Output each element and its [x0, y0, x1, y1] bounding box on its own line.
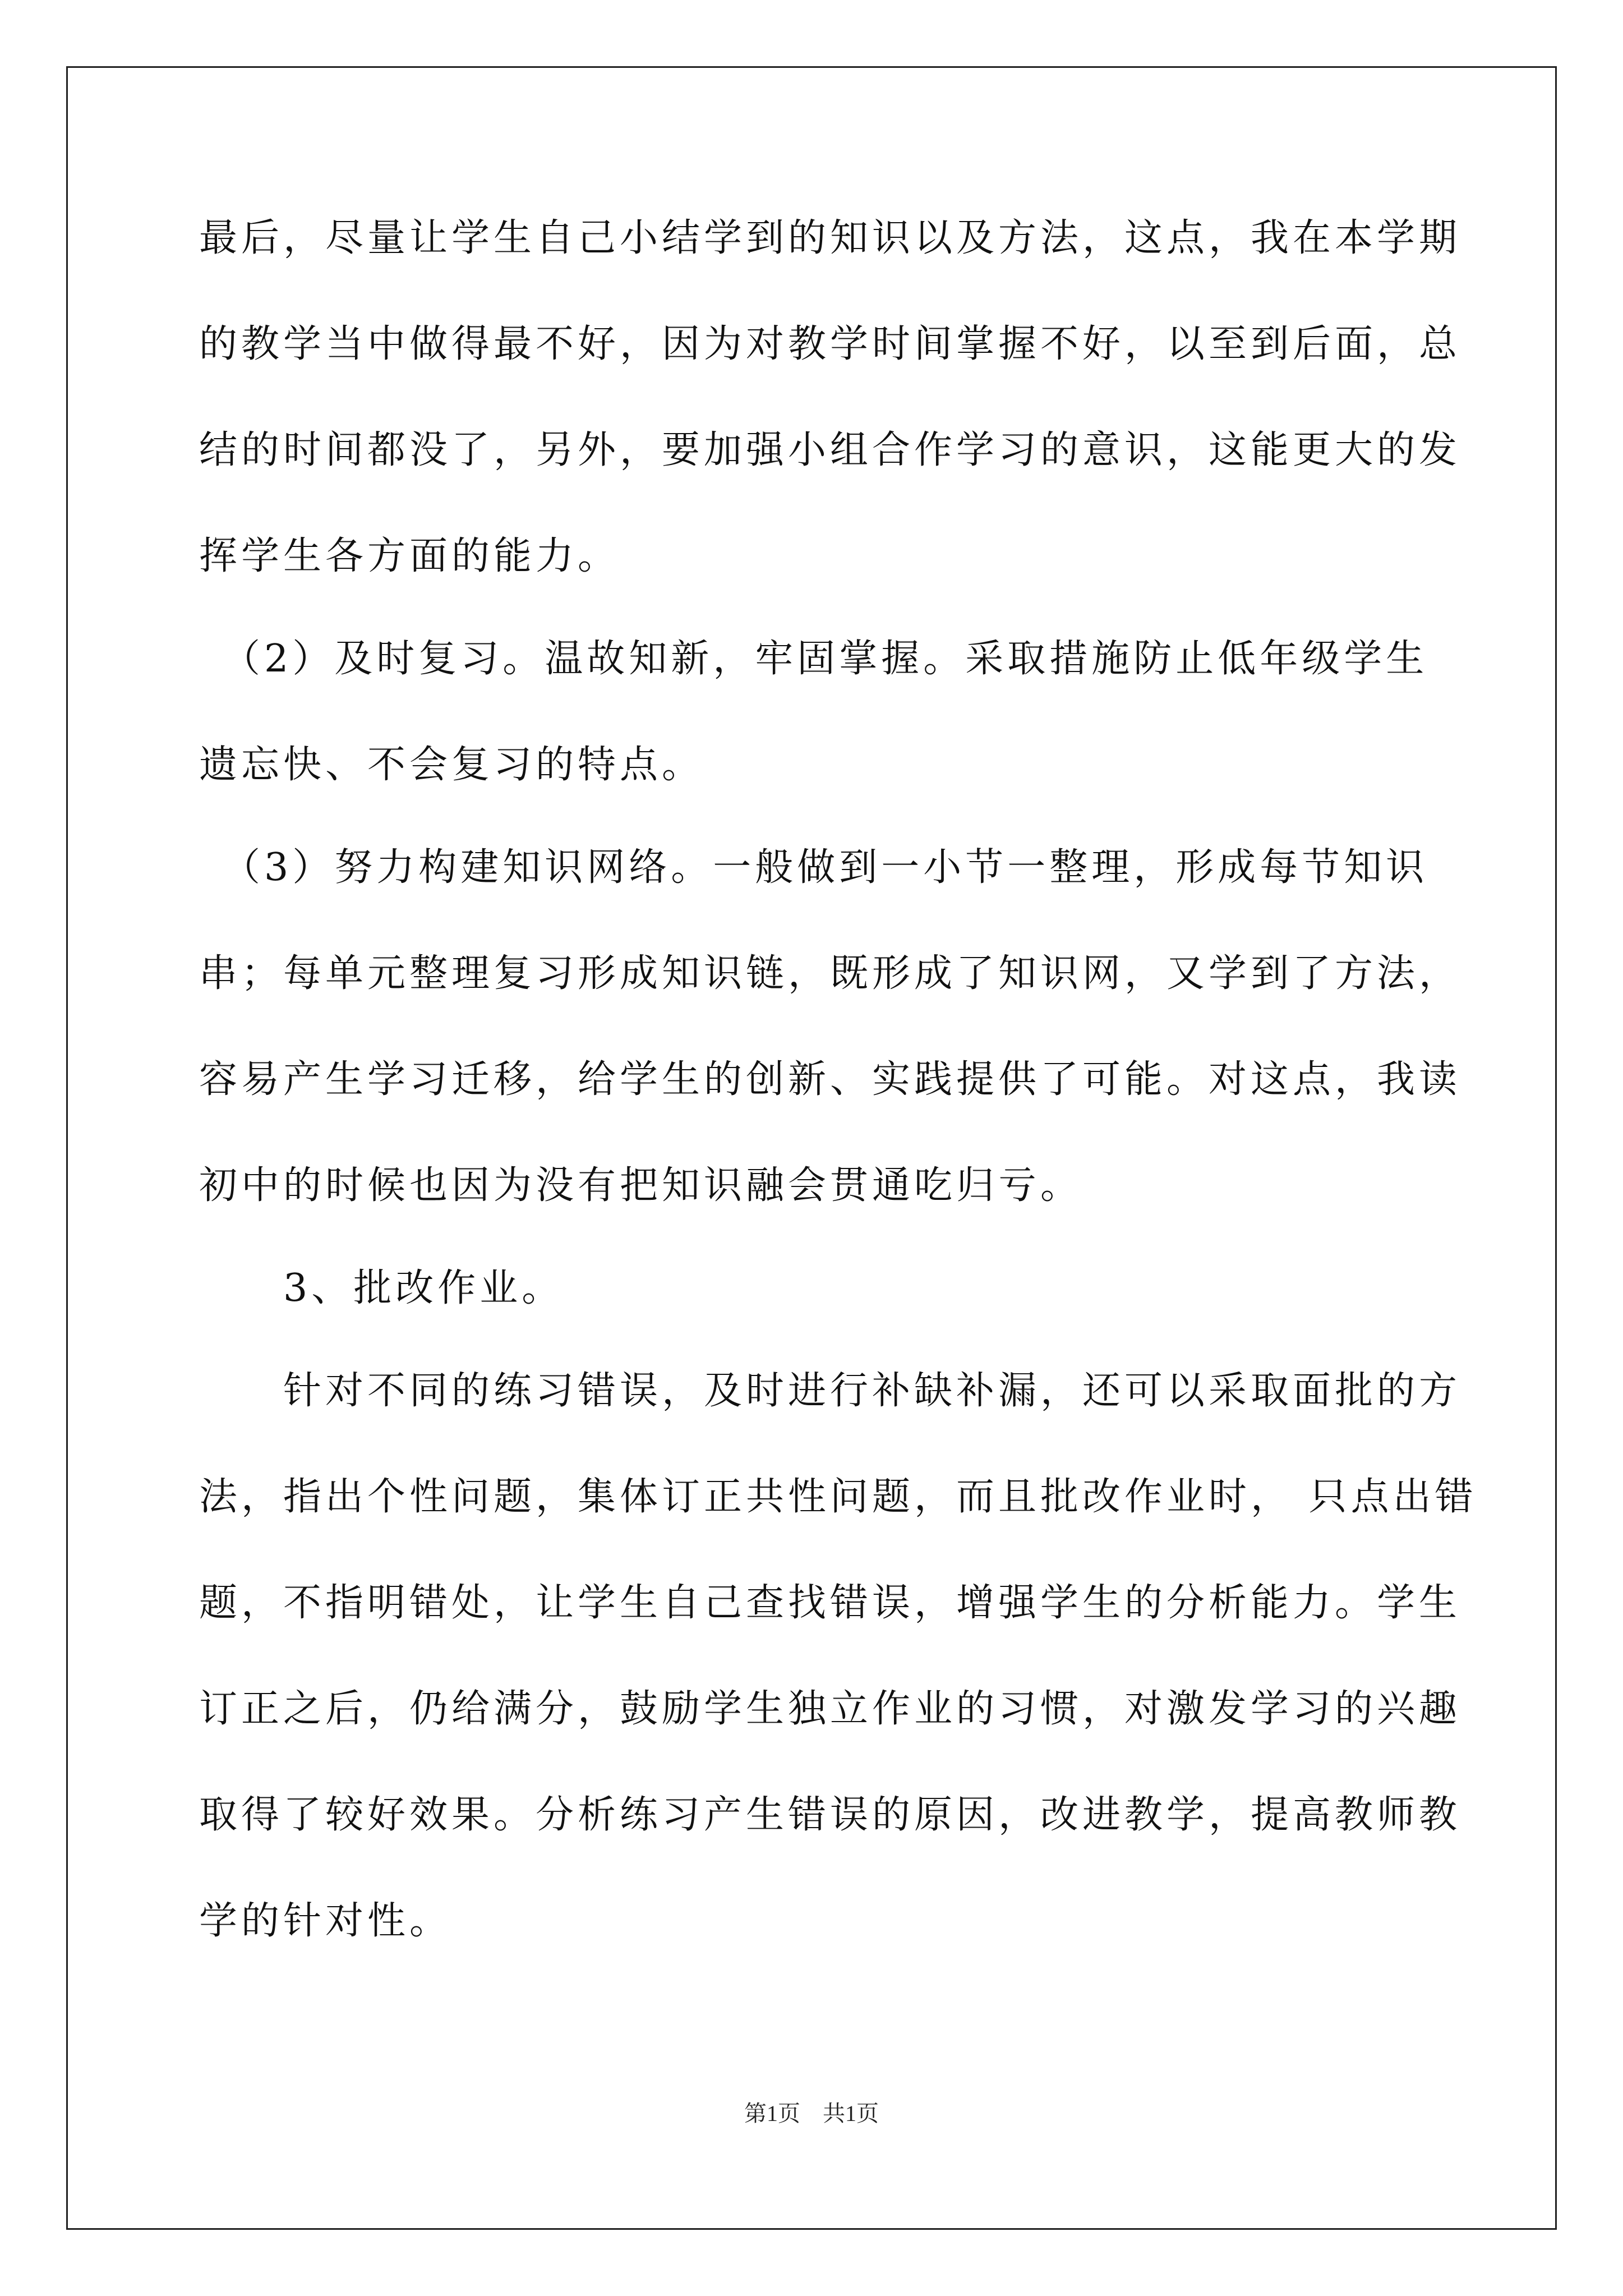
- text-line: （2）及时复习。温故知新，牢固掌握。采取措施防止低年级学生: [199, 637, 1428, 681]
- section-heading: 3、批改作业。: [199, 1266, 564, 1310]
- paragraph-4: [199, 1263, 1436, 1313]
- text-line: 最后，尽量让学生自己小结学到的知识以及方法，这点，我在本学期: [199, 216, 1461, 260]
- paragraph-2: [199, 634, 1436, 790]
- text-line: 学的针对性。: [199, 1899, 452, 1943]
- text-line: 法，指出个性问题，集体订正共性问题，而且批改作业时， 只点出错: [199, 1475, 1477, 1519]
- text-line: 题，不指明错处，让学生自己查找错误，增强学生的分析能力。学生: [199, 1581, 1461, 1625]
- text-line: 取得了较好效果。分析练习产生错误的原因，改进教学，提高教师教: [199, 1793, 1461, 1837]
- text-line: 挥学生各方面的能力。: [199, 534, 620, 578]
- paragraph-5: [199, 1366, 1477, 1946]
- paragraph-3: [199, 843, 1461, 1211]
- text-line: 串；每单元整理复习形成知识链，既形成了知识网，又学到了方法，: [199, 951, 1461, 996]
- text-line: 容易产生学习迁移，给学生的创新、实践提供了可能。对这点，我读: [199, 1057, 1461, 1102]
- page-number-footer: 第1页 共1页: [744, 2101, 879, 2126]
- text-line: 订正之后，仍给满分，鼓励学生独立作业的习惯，对激发学习的兴趣: [199, 1687, 1461, 1731]
- text-line: 初中的时候也因为没有把知识融会贯通吃归亏。: [199, 1163, 1083, 1208]
- document-body: [199, 213, 1477, 1946]
- text-line: 的教学当中做得最不好，因为对教学时间掌握不好，以至到后面，总: [199, 322, 1461, 366]
- text-line: 遗忘快、不会复习的特点。: [199, 743, 704, 787]
- text-line: 针对不同的练习错误，及时进行补缺补漏，还可以采取面批的方: [199, 1369, 1461, 1413]
- text-line: 结的时间都没了，另外，要加强小组合作学习的意识，这能更大的发: [199, 428, 1461, 472]
- paragraph-1: [199, 213, 1461, 581]
- text-line: （3）努力构建知识网络。一般做到一小节一整理，形成每节知识: [199, 845, 1428, 890]
